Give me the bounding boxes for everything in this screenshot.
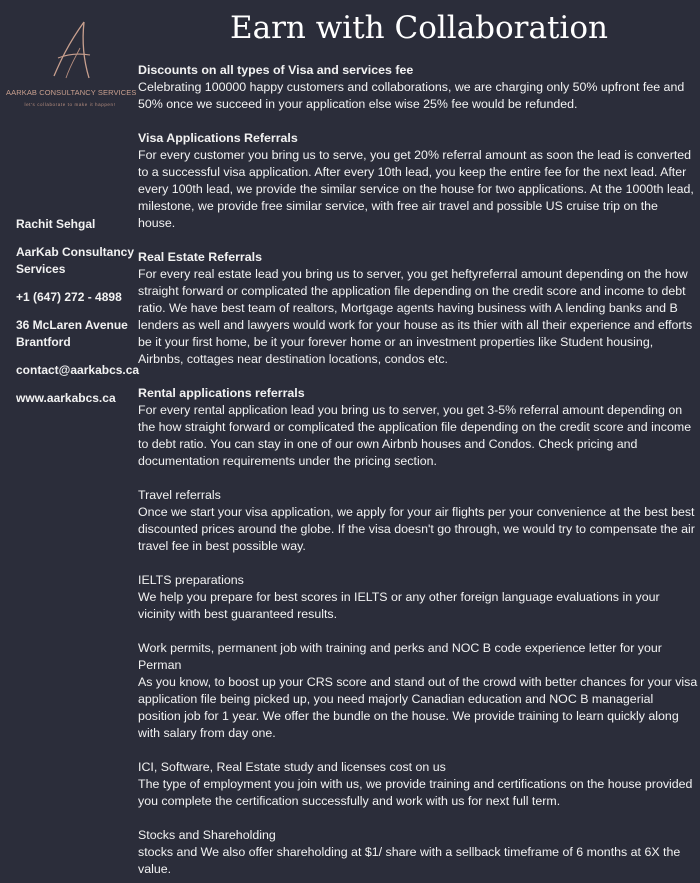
section-body: Once we start your visa application, we apply for your air flights per your convenience at the best best discounted prices around the globe. If the visa doesn't go through, we would try to compensate the air travel fee in best possible way. bbox=[138, 505, 695, 553]
section-body: For every rental application lead you bring us to server, you get 3-5% referral amount depending on the how straight forward or complicated the application file depending on the credit score and income to debt ratio. You can stay in one of our own Airbnb houses and Condos. Check pricing and documentation requirements under the pricing section. bbox=[138, 403, 692, 468]
section-body: For every real estate lead you bring us to server, you get heftyreferral amount depending on the how straight forward or complicated the application file depending on the credit score and income to debt ratio. We have best team of realtors, Mortgage agents having business with A lending banks and B lenders as well and lawyers would work for your house as its thier with all their experience and efforts be it your first home, be it your forever home or an investment properties like Student housing, Airbnbs, cottages near destination locations, condos etc. bbox=[138, 267, 693, 366]
logo-tagline: let's collaborate to make it happen! bbox=[24, 102, 116, 107]
contact-panel bbox=[16, 216, 138, 416]
section-discounts bbox=[138, 62, 698, 113]
section-visa-referrals bbox=[138, 130, 698, 232]
section-body: For every customer you bring us to serve, you get 20% referral amount as soon the lead is converted to a successful visa application. After every 10th lead, you keep the entire fee for the next lead. After every 100th lead, we provide the similar service on the house for two applications. At the 1000th lead, milestone, we provide free similar service, with free air travel and possible US cruise trip on the house. bbox=[138, 148, 694, 230]
contact-website: www.aarkabcs.ca bbox=[16, 391, 116, 405]
section-heading: Stocks and Shareholding bbox=[138, 828, 276, 842]
section-body: The type of employment you join with us, we provide training and certifications on the house provided you complete the certification successfully and work with us for next full term. bbox=[138, 777, 693, 808]
section-heading: Rental applications referrals bbox=[138, 386, 305, 400]
section-heading: ICI, Software, Real Estate study and licenses cost on us bbox=[138, 760, 446, 774]
contact-phone: +1 (647) 272 - 4898 bbox=[16, 290, 122, 304]
section-heading: Visa Applications Referrals bbox=[138, 131, 298, 145]
logo-monogram-icon bbox=[44, 18, 100, 84]
contact-company: AarKab Consultancy Services bbox=[16, 245, 135, 276]
section-travel-referrals bbox=[138, 487, 698, 555]
section-body: As you know, to boost up your CRS score and stand out of the crowd with better chances for your visa application file being picked up, you need majorly Canadian education and NOC B managerial position job for 1 year. We offer the bundle on the house. We provide training to learn quickly along with salary from day one. bbox=[138, 675, 698, 740]
page-title: Earn with Collaboration bbox=[230, 10, 608, 46]
section-body: Celebrating 100000 happy customers and collaborations, we are charging only 50% upfront fee and 50% once we succeed in your application else wise 25% fee would be refunded. bbox=[138, 80, 685, 111]
section-heading: IELTS preparations bbox=[138, 573, 244, 587]
section-body: We help you prepare for best scores in IELTS or any other foreign language evaluations in your vicinity with best guaranteed results. bbox=[138, 590, 660, 621]
section-work-permits bbox=[138, 640, 698, 742]
section-body: stocks and We also offer shareholding at $1/ share with a sellback timeframe of 6 months at 6X the value. bbox=[138, 845, 681, 876]
section-rental-referrals bbox=[138, 385, 698, 470]
contact-address: 36 McLaren Avenue Brantford bbox=[16, 318, 128, 349]
section-ielts bbox=[138, 572, 698, 623]
contact-email: contact@aarkabcs.ca bbox=[16, 363, 140, 377]
section-heading: Work permits, permanent job with training and perks and NOC B code experience letter for your Perman bbox=[138, 641, 662, 672]
section-heading: Real Estate Referrals bbox=[138, 250, 262, 264]
section-licenses bbox=[138, 759, 698, 810]
section-heading: Discounts on all types of Visa and services fee bbox=[138, 63, 414, 77]
logo-company-name: AARKAB CONSULTANCY SERVICES bbox=[6, 88, 137, 97]
section-heading: Travel referrals bbox=[138, 488, 221, 502]
offers-content bbox=[138, 62, 698, 878]
section-real-estate-referrals bbox=[138, 249, 698, 368]
section-stocks bbox=[138, 827, 698, 878]
contact-name: Rachit Sehgal bbox=[16, 217, 96, 231]
company-logo bbox=[6, 18, 137, 118]
